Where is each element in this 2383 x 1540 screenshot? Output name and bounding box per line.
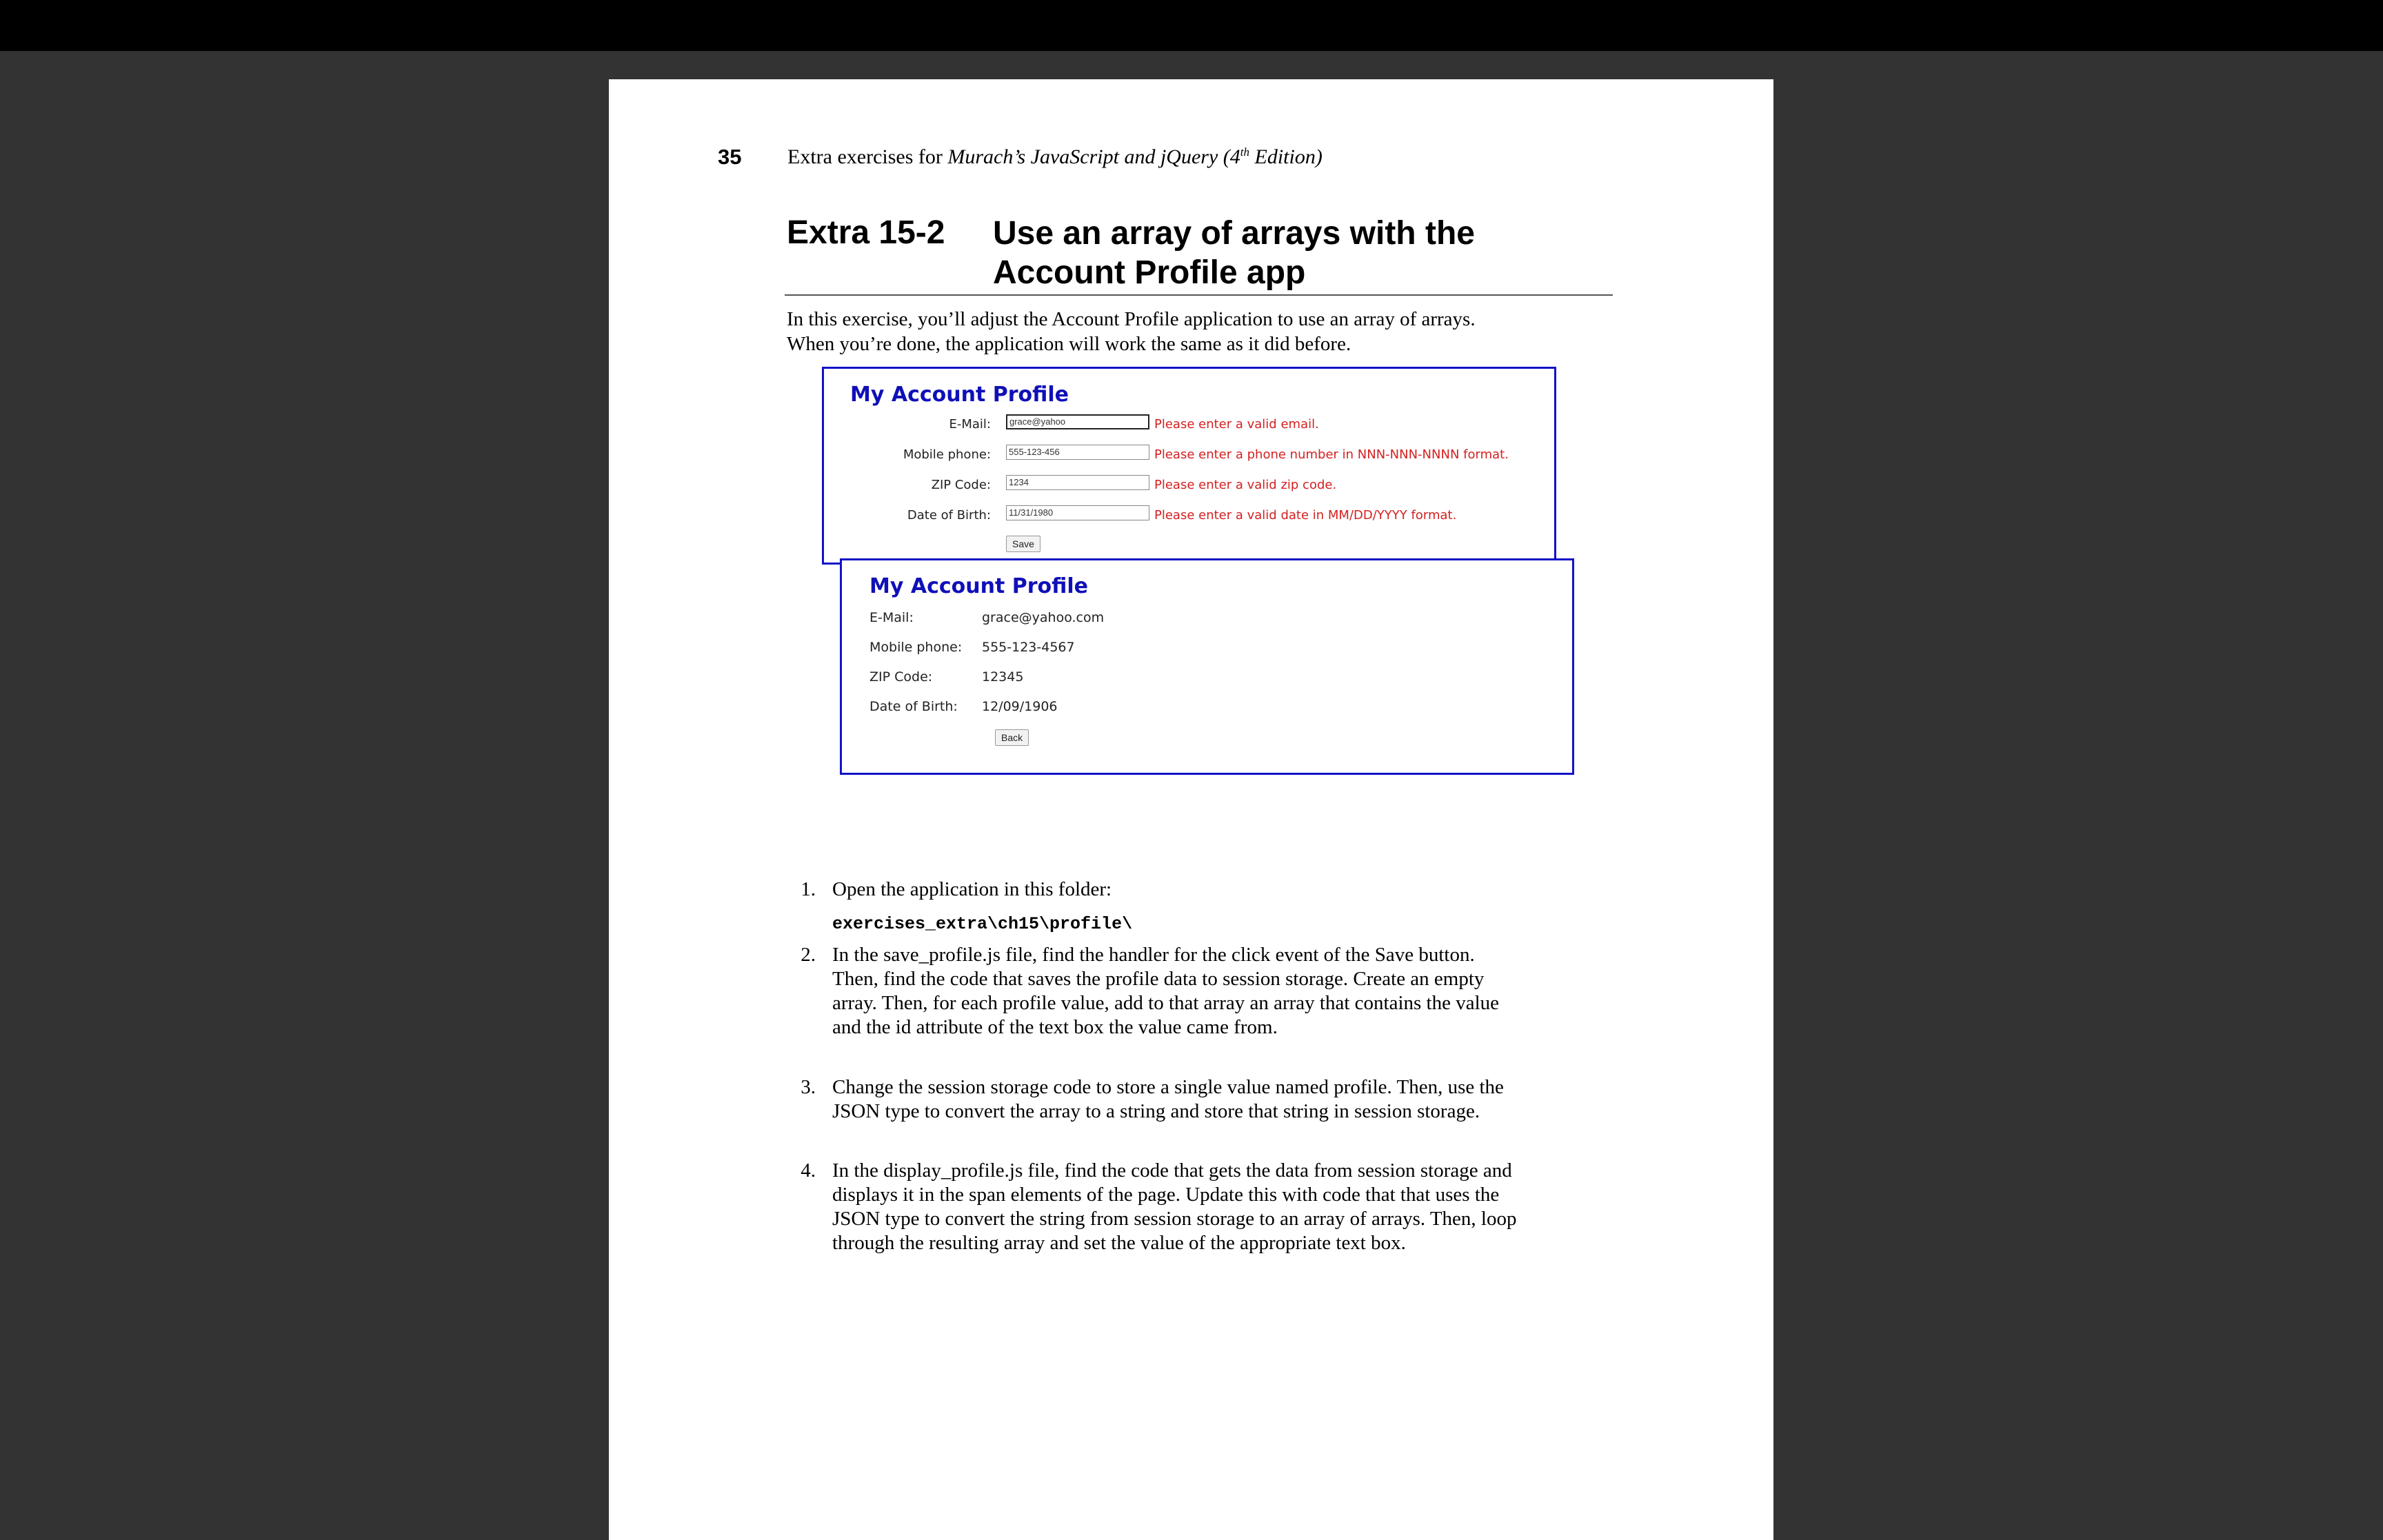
result-zip-value: 12345: [982, 669, 1024, 685]
step-2-number: 2.: [801, 944, 816, 966]
result-zip-label: ZIP Code:: [869, 669, 933, 685]
form-row-zip: [824, 475, 1554, 497]
running-head-prefix: Extra exercises for: [787, 145, 948, 168]
step-1-number: 1.: [801, 878, 816, 900]
form-row-dob: [824, 505, 1554, 527]
step-2-text: In the save_profile.js file, find the handler for the click event of the Save button. Then, find the code that saves the profile data to session storage. Create an empty array. Then, for each profile value, add to that array an array that contains the value and the id attribute of the text box the value came from.: [832, 944, 1500, 1038]
step-4-number: 4.: [801, 1159, 816, 1182]
form-heading: My Account Profile: [850, 383, 1069, 407]
viewer-top-bar: [0, 0, 2383, 51]
running-head: [787, 145, 1323, 169]
step-1-text: Open the application in this folder:: [832, 878, 1112, 900]
email-input[interactable]: grace@yahoo: [1006, 414, 1149, 429]
result-email-label: E-Mail:: [869, 610, 914, 625]
result-screenshot: [840, 558, 1574, 775]
intro-paragraph: In this exercise, you’ll adjust the Account Profile application to use an array of arrays. When you’re done, the application will work the same as it did before.: [787, 308, 1476, 355]
result-dob-value: 12/09/1906: [982, 699, 1058, 714]
email-error: Please enter a valid email.: [1154, 417, 1319, 432]
form-screenshot: [822, 367, 1556, 565]
running-head-edition-sup: th: [1240, 145, 1249, 159]
running-head-book-title: Murach’s JavaScript and jQuery (4: [947, 145, 1240, 168]
running-head-suffix: Edition): [1249, 145, 1323, 168]
result-email-value: grace@yahoo.com: [982, 610, 1105, 625]
dob-label: Date of Birth:: [907, 508, 991, 523]
step-3-number: 3.: [801, 1076, 816, 1098]
exercise-title-line-2: Account Profile app: [993, 254, 1306, 291]
form-row-email: [824, 414, 1554, 436]
step-4-text: In the display_profile.js file, find the code that gets the data from session storage and displays it in the span elements of the page. Update this with code that that uses the JSON type to convert the string from session storage to an array of arrays. Then, loop through the resulting array and set the value of the appropriate text box.: [832, 1159, 1517, 1254]
exercise-number: Extra 15-2: [787, 214, 945, 251]
email-label: E-Mail:: [949, 417, 991, 432]
step-3-text: Change the session storage code to store a single value named profile. Then, use the JSON type to convert the array to a string and store that string in session storage.: [832, 1076, 1504, 1122]
result-phone-value: 555-123-4567: [982, 640, 1075, 655]
phone-error: Please enter a phone number in NNN-NNN-NNNN format.: [1154, 447, 1509, 462]
save-button[interactable]: Save: [1006, 536, 1040, 552]
phone-label: Mobile phone:: [903, 447, 991, 462]
exercise-title-line-1: Use an array of arrays with the: [993, 215, 1475, 252]
title-rule: [785, 294, 1613, 296]
back-button[interactable]: Back: [995, 729, 1029, 746]
zip-label: ZIP Code:: [931, 478, 991, 492]
dob-input[interactable]: 11/31/1980: [1006, 505, 1149, 520]
zip-error: Please enter a valid zip code.: [1154, 478, 1337, 492]
page-number: 35: [718, 145, 742, 169]
exercise-title: [993, 214, 1475, 292]
result-phone-label: Mobile phone:: [869, 640, 963, 655]
result-dob-label: Date of Birth:: [869, 699, 958, 714]
zip-input[interactable]: 1234: [1006, 475, 1149, 490]
form-row-phone: [824, 445, 1554, 467]
dob-error: Please enter a valid date in MM/DD/YYYY format.: [1154, 508, 1457, 523]
document-page: [609, 79, 1773, 1540]
phone-input[interactable]: 555-123-456: [1006, 445, 1149, 460]
step-1-folder-path: exercises_extra\ch15\profile\: [832, 914, 1133, 934]
result-heading: My Account Profile: [869, 574, 1089, 598]
